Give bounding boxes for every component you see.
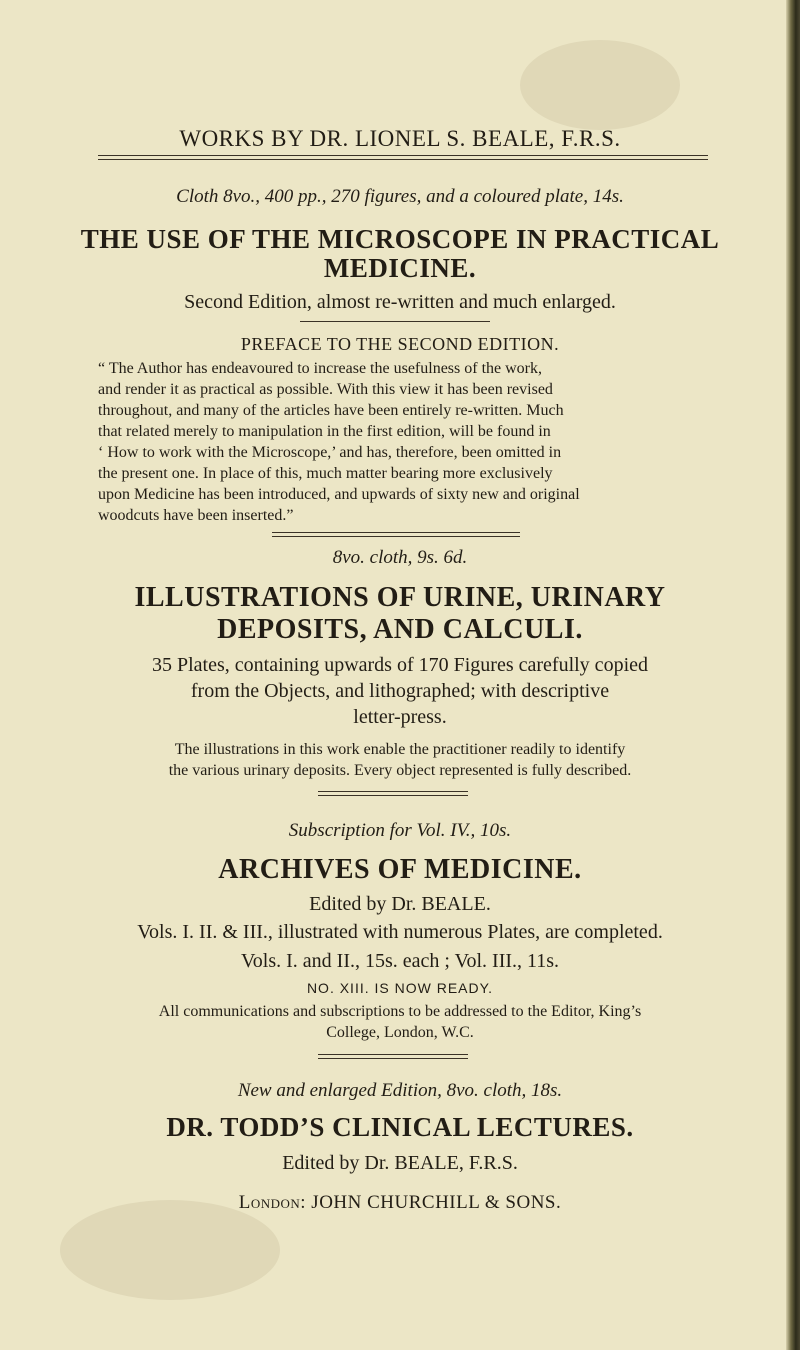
book2-desc-line2: from the Objects, and lithographed; with descriptive — [190, 680, 610, 702]
book4-subtitle: New and enlarged Edition, 8vo. cloth, 18s. — [237, 1080, 563, 1101]
book1-title-line2: MEDICINE. — [323, 253, 477, 283]
book1-edition: Second Edition, almost re-written and much enlarged. — [184, 291, 616, 313]
book3-comm-line1: All communications and subscriptions to be addressed to the Editor, King’s — [158, 1003, 642, 1020]
book1-rule — [300, 321, 490, 322]
book2-desc-line3: letter-press. — [353, 706, 447, 728]
book3-ready-line: NO. XIII. IS NOW READY. — [306, 980, 494, 996]
book3-vols-line: Vols. I. II. & III., illustrated with numerous Plates, are completed. — [137, 921, 663, 943]
book3-comm-line2: College, London, W.C. — [326, 1024, 474, 1041]
preface-text — [98, 358, 710, 526]
book3-edited: Edited by Dr. BEALE. — [309, 893, 491, 915]
paper-stain — [60, 1200, 280, 1300]
preface-line: woodcuts have been inserted.” — [98, 507, 294, 524]
page-header-title: WORKS BY DR. LIONEL S. BEALE, F.R.S. — [179, 126, 621, 151]
book2-subtitle: 8vo. cloth, 9s. 6d. — [332, 547, 468, 568]
book4-title: DR. TODD’S CLINICAL LECTURES. — [166, 1112, 634, 1142]
book3-price-line: Vols. I. and II., 15s. each ; Vol. III., 11s. — [240, 950, 560, 972]
preface-line: and render it as practical as possible. With this view it has been revised — [98, 381, 553, 398]
page-edge-shadow — [786, 0, 800, 1350]
paper-stain — [520, 40, 680, 130]
book2-end-rule — [318, 791, 468, 796]
preface-line: the present one. In place of this, much matter bearing more exclusively — [98, 465, 553, 482]
header-rule — [98, 155, 708, 160]
book2-note-line1: The illustrations in this work enable the practitioner readily to identify — [174, 741, 626, 758]
book1-end-rule — [272, 532, 520, 537]
book2-note-line2: the various urinary deposits. Every object represented is fully described. — [168, 762, 632, 779]
preface-line: throughout, and many of the articles have been entirely re-written. Much — [98, 402, 564, 419]
book2-title-line1: ILLUSTRATIONS OF URINE, URINARY — [134, 582, 666, 613]
preface-line: “ The Author has endeavoured to increase the usefulness of the work, — [98, 360, 543, 377]
book2-title-line2: DEPOSITS, AND CALCULI. — [217, 614, 583, 645]
book1-subtitle: Cloth 8vo., 400 pp., 270 figures, and a coloured plate, 14s. — [176, 186, 624, 207]
book3-subtitle: Subscription for Vol. IV., 10s. — [288, 820, 512, 841]
publisher-imprint: London: JOHN CHURCHILL & SONS. — [238, 1192, 562, 1213]
preface-heading: PREFACE TO THE SECOND EDITION. — [240, 334, 560, 354]
book4-edited: Edited by Dr. BEALE, F.R.S. — [282, 1152, 518, 1174]
book3-end-rule — [318, 1054, 468, 1059]
book2-desc-line1: 35 Plates, containing upwards of 170 Figures carefully copied — [152, 654, 648, 676]
preface-line: ‘ How to work with the Microscope,’ and has, therefore, been omitted in — [98, 444, 562, 461]
preface-line: that related merely to manipulation in the first edition, will be found in — [98, 423, 551, 440]
book3-title: ARCHIVES OF MEDICINE. — [218, 854, 582, 885]
preface-line: upon Medicine has been introduced, and upwards of sixty new and original — [98, 486, 580, 503]
book1-title-line1: THE USE OF THE MICROSCOPE IN PRACTICAL — [80, 224, 720, 254]
